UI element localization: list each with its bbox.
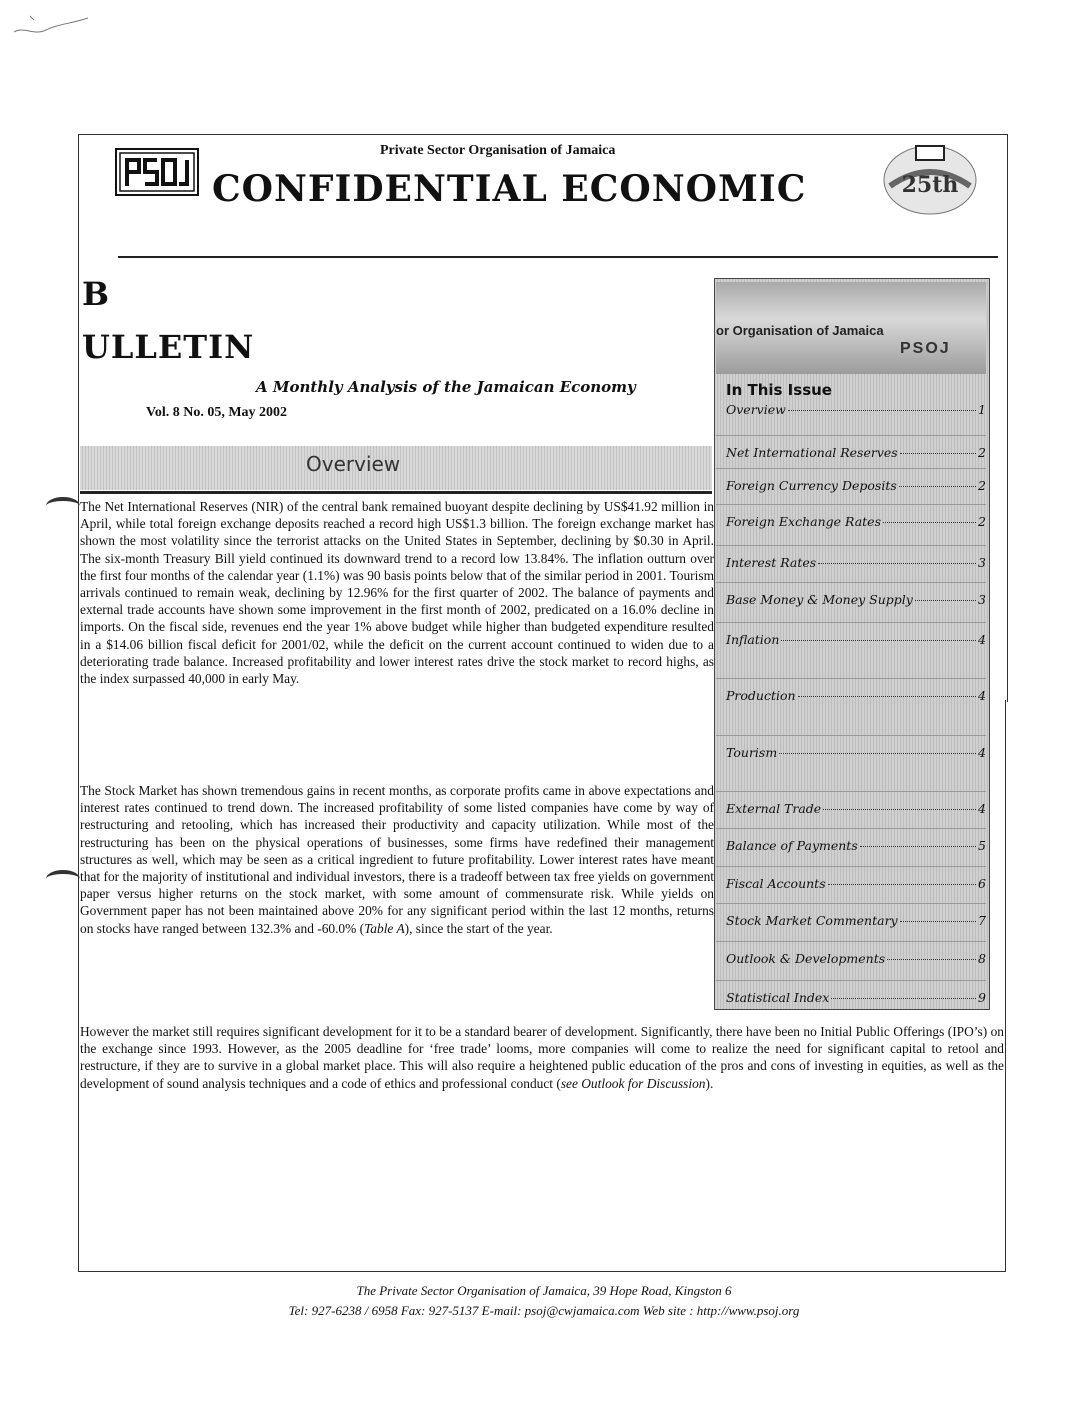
- toc-item-page: 2: [978, 445, 986, 460]
- toc-item-label: Fiscal Accounts: [726, 876, 826, 891]
- toc-item-page: 6: [978, 876, 986, 891]
- toc-item-label: Production: [726, 688, 796, 703]
- toc-item-label: Stock Market Commentary: [726, 913, 898, 928]
- toc-dot-leader: [887, 959, 976, 960]
- toc-item-label: Overview: [726, 402, 786, 417]
- toc-item-page: 3: [978, 555, 986, 570]
- toc-item: [726, 990, 986, 1005]
- toc-divider: [716, 545, 986, 546]
- toc-item-label: Foreign Exchange Rates: [726, 514, 881, 529]
- toc-dot-leader: [900, 921, 976, 922]
- bulletin-letter-b: B: [82, 275, 110, 313]
- toc-dot-leader: [831, 998, 976, 999]
- toc-item: [726, 514, 986, 529]
- toc-item: [726, 838, 986, 853]
- toc-item-page: 8: [978, 951, 986, 966]
- toc-divider: [716, 582, 986, 583]
- toc-item-page: 2: [978, 514, 986, 529]
- publication-title: CONFIDENTIAL ECONOMIC: [212, 168, 807, 210]
- toc-item-label: External Trade: [726, 801, 822, 816]
- toc-item-page: 4: [978, 688, 986, 703]
- toc-item: [726, 592, 986, 607]
- toc-item-page: 1: [978, 402, 986, 417]
- toc-dot-leader: [779, 753, 976, 754]
- pen-scribble-mark: [12, 10, 92, 40]
- paragraph-2-text: The Stock Market has shown tremendous gains in recent months, as corporate profits came in above expectations and interest rates continued to trend down. The increased profitability of some listed companies have come by way of restructuring and retooling, which has increased their productivity and capacity utilization. While most of the restructuring has been on the physical operations of businesses, some firms have redefined their management structures as well, which may be seen as a critical ingredient to future profitability. Lower interest rates have meant that for the majority of institutional and individual investors, there is a tradeoff between tax free yields on government paper versus higher returns on the stock market, with some amount of commensurate risk. While yields on Government paper has not been maintained above 20% for any significant period within the last 12 months, returns on stocks have ranged between 132.3% and -60.0% (: [80, 783, 714, 936]
- toc-dot-leader: [823, 809, 976, 810]
- overview-heading: Overview: [306, 452, 401, 476]
- toc-item-label: Interest Rates: [726, 555, 817, 570]
- toc-divider: [716, 622, 986, 623]
- toc-item: [726, 913, 986, 928]
- toc-item-label: Net International Reserves: [726, 445, 898, 460]
- toc-item-page: 3: [978, 592, 986, 607]
- toc-dot-leader: [788, 410, 976, 411]
- overview-paragraph-2: [80, 782, 714, 937]
- toc-item: [726, 478, 986, 493]
- toc-item-label: Balance of Payments: [726, 838, 858, 853]
- toc-dot-leader: [781, 640, 976, 641]
- toc-item: [726, 688, 986, 703]
- org-name: Private Sector Organisation of Jamaica: [380, 143, 616, 158]
- frame-right-rule: [1005, 700, 1006, 1272]
- toc-item-label: Statistical Index: [726, 990, 830, 1005]
- paragraph-2-end: ), since the start of the year.: [404, 920, 553, 936]
- toc-dot-leader: [883, 522, 976, 523]
- sidebar-banner-logo: PSOJ: [900, 340, 951, 357]
- anniversary-seal-icon: [880, 138, 980, 218]
- toc-item-label: Tourism: [726, 745, 778, 760]
- seal-number: 25th: [901, 172, 959, 198]
- frame-left-rule: [78, 700, 79, 1272]
- toc-divider: [716, 435, 986, 436]
- toc-item: [726, 745, 986, 760]
- frame-bottom-rule: [78, 1271, 1006, 1272]
- toc-item: [726, 951, 986, 966]
- toc-item-label: Outlook & Developments: [726, 951, 886, 966]
- toc-dot-leader: [798, 696, 976, 697]
- outlook-reference: see Outlook for Discussion: [560, 1075, 706, 1091]
- toc-dot-leader: [828, 884, 976, 885]
- toc-item: [726, 555, 986, 570]
- toc-item-label: Foreign Currency Deposits: [726, 478, 897, 493]
- toc-divider: [716, 828, 986, 829]
- toc-item: [726, 632, 986, 647]
- volume-issue-date: Vol. 8 No. 05, May 2002: [146, 405, 288, 420]
- toc-dot-leader: [915, 600, 976, 601]
- toc-divider: [716, 980, 986, 981]
- footer-address: The Private Sector Organisation of Jamaica, 39 Hope Road, Kingston 6: [356, 1283, 732, 1298]
- toc-item-page: 7: [978, 913, 986, 928]
- toc-divider: [716, 866, 986, 867]
- toc-item-page: 4: [978, 745, 986, 760]
- table-reference: Table A: [364, 920, 405, 936]
- toc-item: [726, 876, 986, 891]
- toc-item-page: 2: [978, 478, 986, 493]
- binder-hole-mark: [46, 497, 80, 515]
- sidebar-banner-text: or Organisation of Jamaica: [716, 323, 884, 338]
- toc-item-page: 4: [978, 632, 986, 647]
- toc-divider: [716, 468, 986, 469]
- toc-item: [726, 801, 986, 816]
- toc-divider: [716, 504, 986, 505]
- in-this-issue-heading: In This Issue: [726, 381, 832, 399]
- paragraph-3-end: ).: [705, 1075, 714, 1091]
- toc-item-page: 5: [978, 838, 986, 853]
- toc-dot-leader: [900, 453, 976, 454]
- toc-divider: [716, 941, 986, 942]
- overview-paragraph-1: The Net International Reserves (NIR) of the central bank remained buoyant despite declining by US$41.92 million in April, while total foreign exchange deposits reached a record high US$1.3 billion. The foreign exchange market has shown the most volatility since the terrorist attacks on the United States in September, declining by $0.30 in April. The six-month Treasury Bill yield continued its downward trend to a record low 13.84%. The inflation outturn over the first four months of the calendar year (1.1%) was 90 basis points below that of the similar period in 2001. Tourism arrivals continued to remain weak, declining by 12.96% for the first quarter of 2002. The balance of payments and external trade accounts have shown some improvement in the first month of 2002, predicated on a 16.0% decline in imports. On the fiscal side, revenues end the year 1% above budget while higher than budgeted expenditure resulted in a $14.06 billion fiscal deficit for 2001/02, while the deficit on the current account continued to widen due to a deteriorating trade balance. Increased profitability and lower interest rates drive the stock market to record highs, as the index surpassed 40,000 in early May.: [80, 499, 714, 687]
- toc-item-page: 9: [978, 990, 986, 1005]
- footer-contact: Tel: 927-6238 / 6958 Fax: 927-5137 E-mail: psoj@cwjamaica.com Web site : http://www.psoj.org: [288, 1303, 800, 1318]
- overview-rule: [80, 491, 712, 494]
- toc-dot-leader: [899, 486, 976, 487]
- overview-paragraph-3: [80, 1023, 1004, 1092]
- toc-dot-leader: [818, 563, 976, 564]
- toc-item: [726, 402, 986, 417]
- psoj-logo-icon: [115, 148, 199, 196]
- binder-hole-mark: [46, 870, 80, 888]
- bulletin-subtitle: A Monthly Analysis of the Jamaican Economy: [256, 378, 636, 396]
- toc-divider: [716, 903, 986, 904]
- toc-item-label: Inflation: [726, 632, 780, 647]
- toc-dot-leader: [860, 846, 976, 847]
- toc-item-label: Base Money & Money Supply: [726, 592, 913, 607]
- paragraph-3-text: However the market still requires significant development for it to be a standard bearer of development. Significantly, there have been no Initial Public Offerings (IPO’s) on the exchange since 1993. However, as the 2005 deadline for ‘free trade’ looms, more companies will come to realize the need for significant capital to retool and restructure, if they are to survive in a global market place. This will also require a heightened public education of the pros and cons of investing in equities, as well as the development of sound analysis techniques and a code of ethics and professional conduct (: [80, 1024, 1004, 1091]
- header-rule: [118, 256, 998, 258]
- toc-item: [726, 445, 986, 460]
- toc-divider: [716, 735, 986, 736]
- toc-item-page: 4: [978, 801, 986, 816]
- toc-divider: [716, 791, 986, 792]
- toc-divider: [716, 678, 986, 679]
- bulletin-word: ULLETIN: [82, 328, 255, 366]
